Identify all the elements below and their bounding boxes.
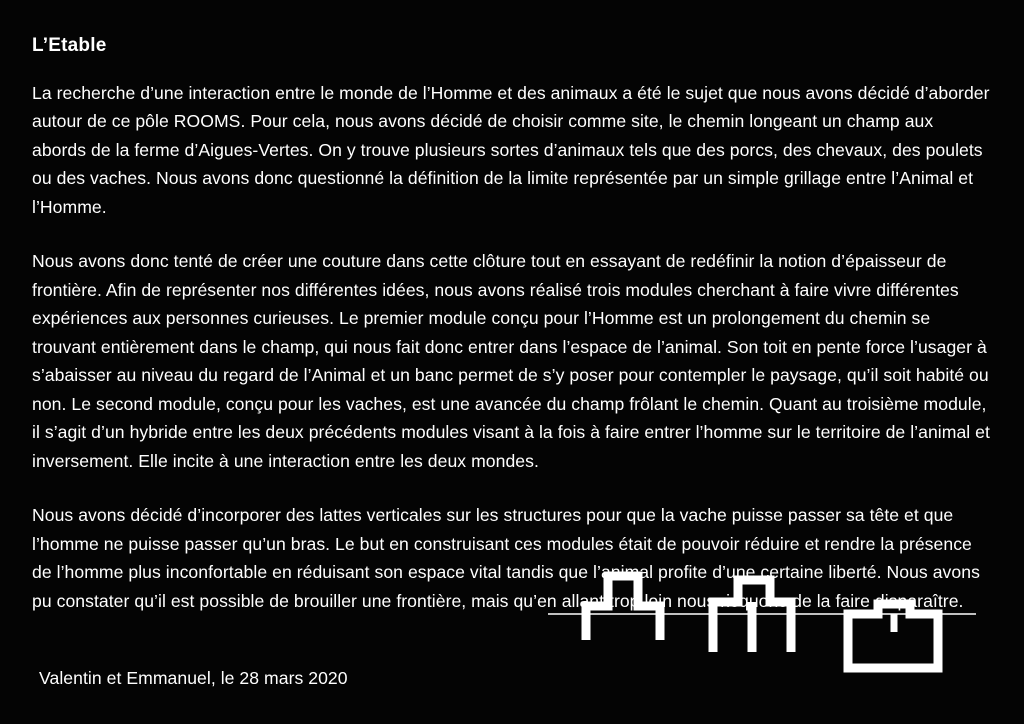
page-title: L’Etable	[32, 35, 107, 56]
document-body	[32, 34, 992, 615]
paragraph-1: La recherche d’une interaction entre le monde de l’Homme et des animaux a été le sujet que nous avons décidé d’aborder autour de ce pôle ROOMS. Pour cela, nous avons décidé de choisir comme site, le chemin longeant un champ aux abords de la ferme d’Aigues-Vertes. On y trouve plusieurs sortes d’animaux tels que des porcs, des chevaux, des poulets ou des vaches. Nous avons donc questionné la définition de la limite représentée par un simple grillage entre l’Animal et l’Homme.	[32, 82, 990, 217]
signature: Valentin et Emmanuel, le 28 mars 2020	[39, 668, 348, 688]
paragraph-2: Nous avons donc tenté de créer une couture dans cette clôture tout en essayant de redéfinir la notion d’épaisseur de frontière. Afin de représenter nos différentes idées, nous avons réalisé trois modules cherchant à faire vivre différentes expériences aux personnes curieuses. Le premier module conçu pour l’Homme est un prolongement du chemin se trouvant entièrement dans le champ, qui nous fait donc entrer dans l’espace de l’animal. Son toit en pente force l’usager à s’abaisser au niveau du regard de l’Animal et un banc permet de s’y poser pour contempler le paysage, qu’il soit habité ou non. Le second module, conçu pour les vaches, est une avancée du champ frôlant le chemin. Quant au troisième module, il s’agit d’un hybride entre les deux précédents modules visant à la fois à faire entrer l’homme sur le territoire de l’animal et inversement. Elle incite à une interaction entre les deux mondes.	[32, 251, 990, 471]
paragraph-3: Nous avons décidé d’incorporer des lattes verticales sur les structures pour que la vache puisse passer sa tête et que l’homme ne puisse passer qu’un bras. Le but en construisant ces modules était de pouvoir réduire et rendre la présence de l’homme plus inconfortable en réduisant son espace vital tandis que l’animal profite d’une certaine liberté. Nous avons pu constater qu’il est possible de brouiller une frontière, mais qu’en allant trop loin nous risquons de la faire disparaître.	[32, 505, 980, 611]
three-modules-section-diagram	[548, 566, 978, 680]
